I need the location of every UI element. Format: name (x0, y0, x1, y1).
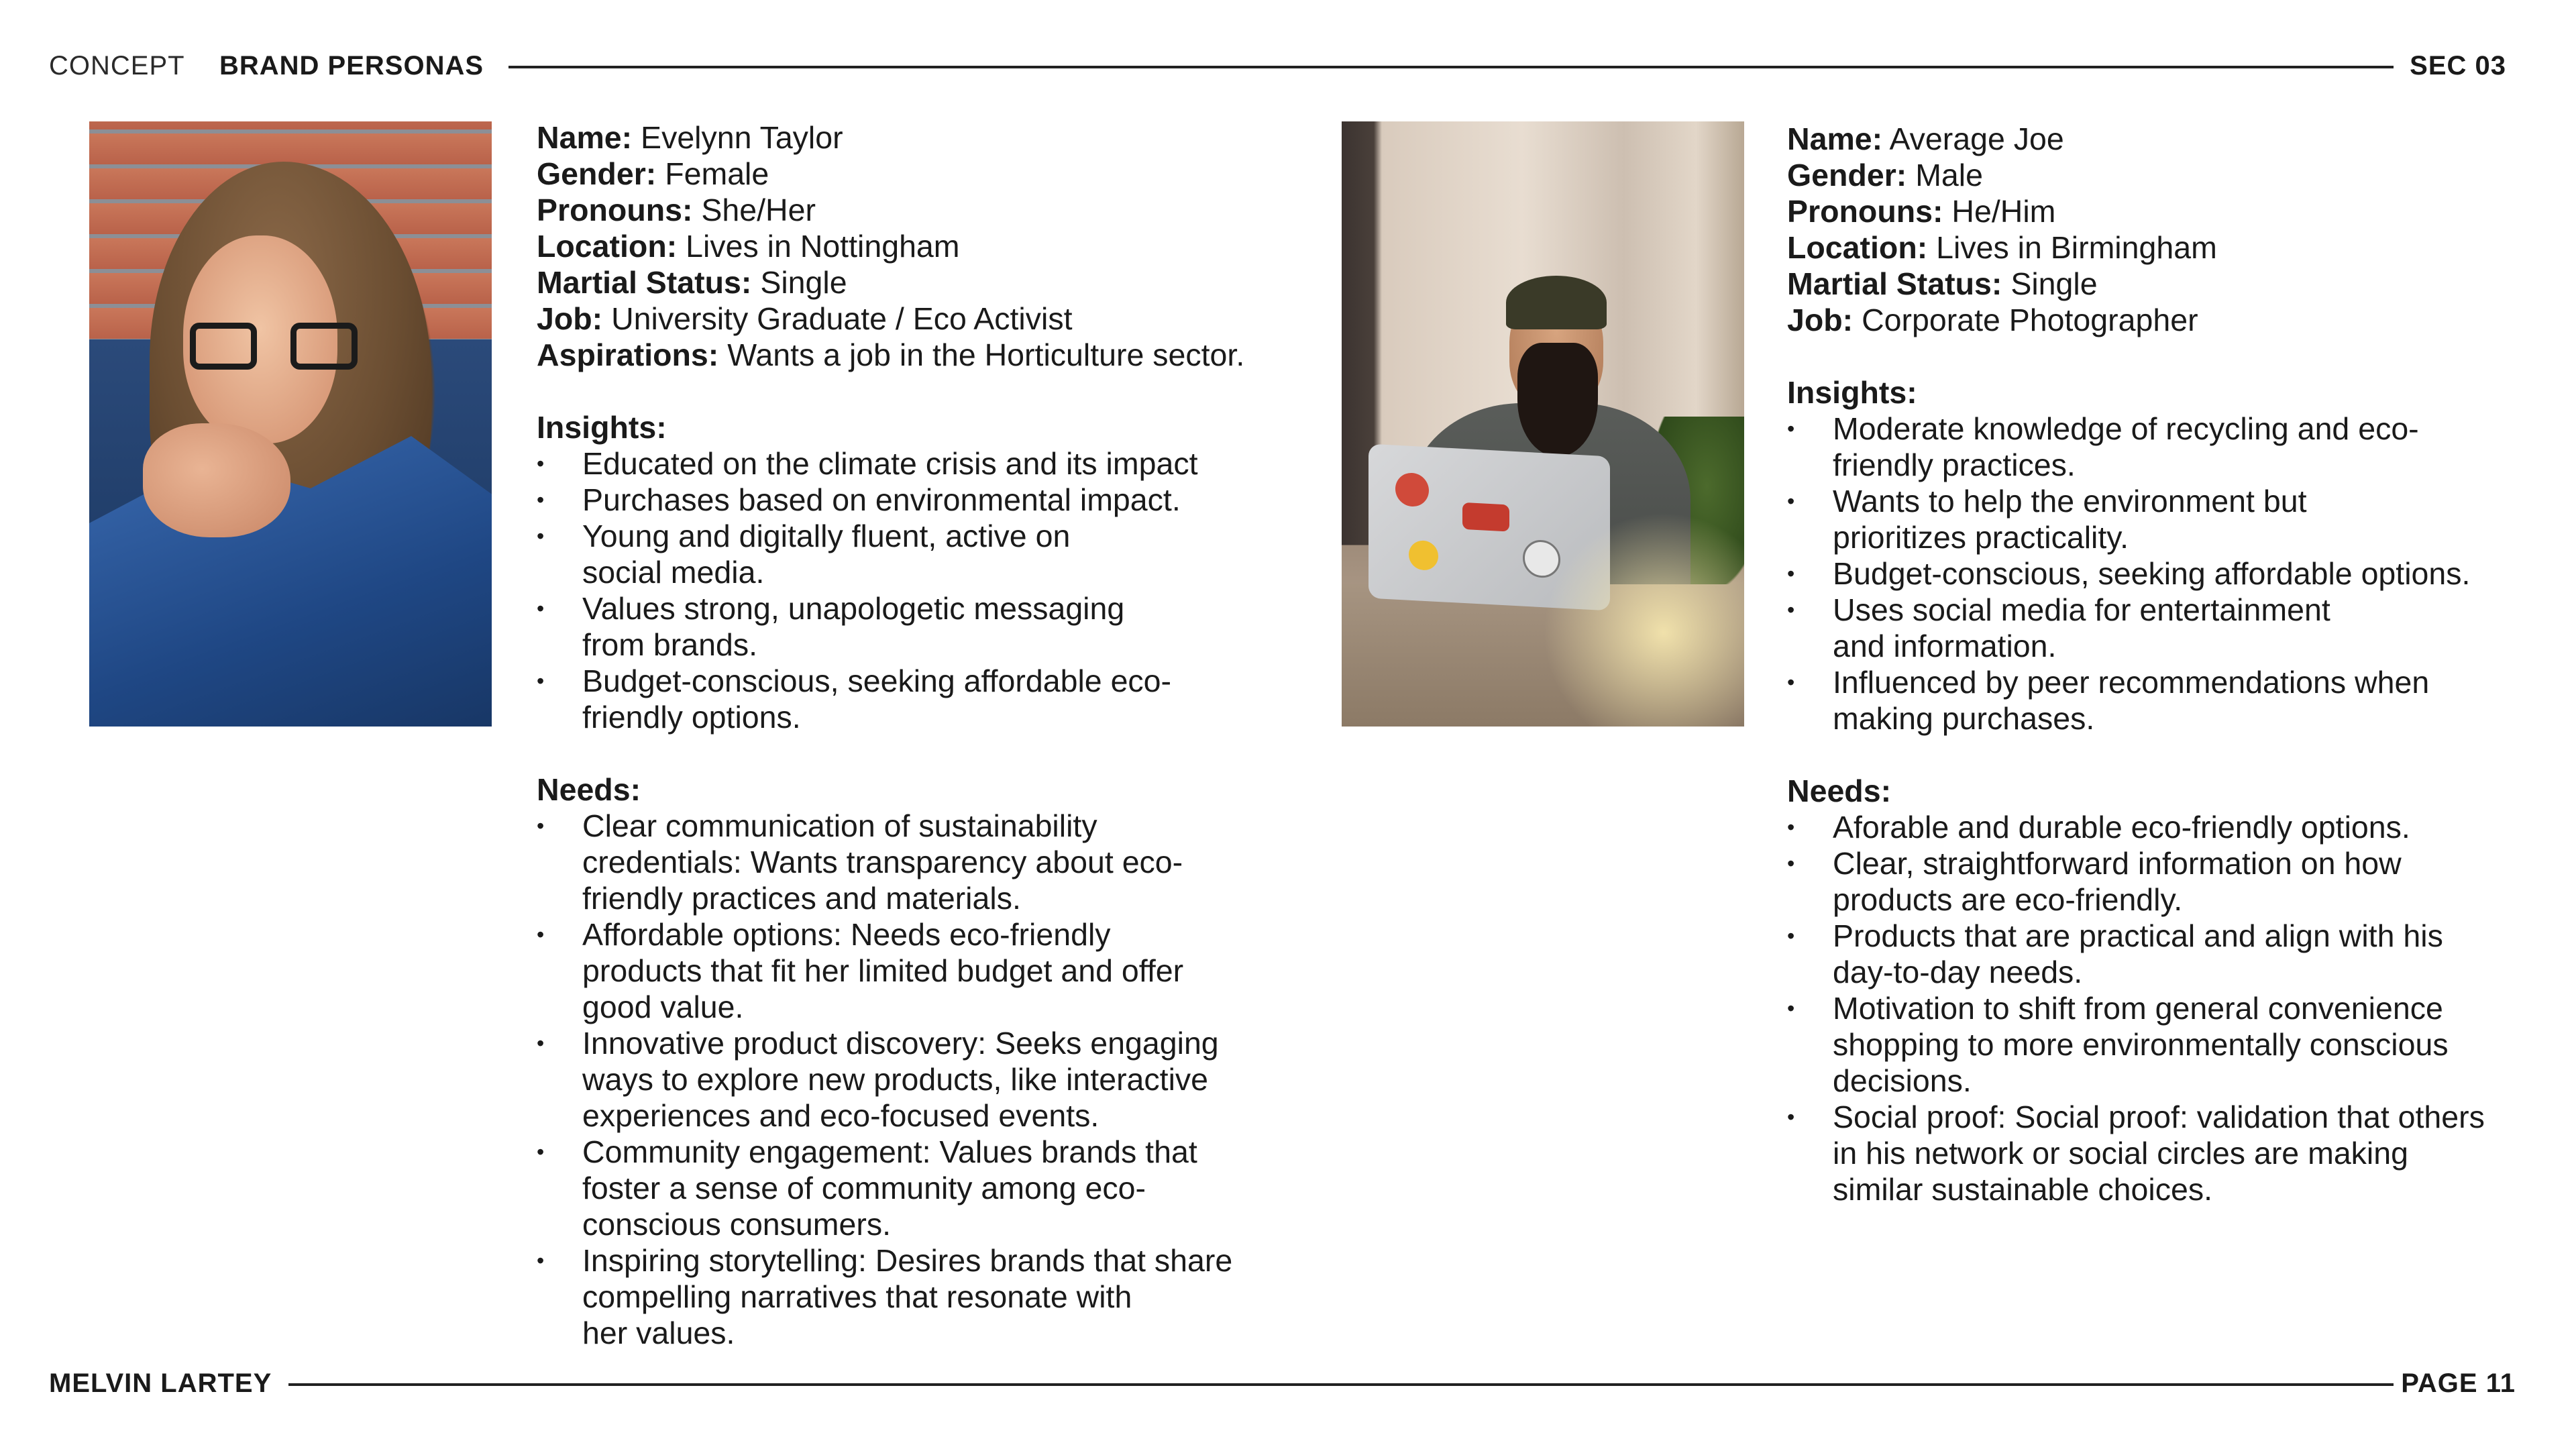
persona2-need-item-line: • Social proof: Social proof: validation that others (1833, 1099, 2485, 1134)
persona1-field: Gender: Female (537, 156, 769, 191)
persona1-need-item-line: • Community engagement: Values brands that (582, 1134, 1197, 1169)
persona1-fields (537, 119, 1315, 373)
persona2-fields (1787, 121, 2552, 338)
persona2-insight-item-line: • Moderate knowledge of recycling and eco- (1833, 411, 2419, 446)
persona1-insight-item (537, 482, 1315, 518)
page-header (0, 51, 2576, 91)
persona1-insight-item-line: • Values strong, unapologetic messaging (582, 591, 1125, 626)
persona2-insight-item-line: friendly practices. (1833, 447, 2076, 482)
persona1-need-item-line: ways to explore new products, like interactive (582, 1062, 1209, 1097)
persona1-need-item (537, 1025, 1315, 1134)
persona2-insights-title: Insights: (1787, 375, 1917, 410)
persona2-insight-item (1787, 592, 2552, 664)
persona1-insight-item (537, 590, 1315, 663)
persona2-insight-item (1787, 664, 2552, 737)
persona1-need-item-line: conscious consumers. (582, 1207, 892, 1242)
header-concept-label: CONCEPT (49, 51, 185, 80)
persona2-insight-item (1787, 555, 2552, 592)
persona1-insight-item-line: from brands. (582, 627, 758, 662)
persona1-need-item-line: credentials: Wants transparency about eco- (582, 845, 1183, 879)
header-section-number: SEC 03 (2410, 51, 2506, 80)
persona2-need-item-line: shopping to more environmentally conscious (1833, 1027, 2449, 1062)
persona2-need-item (1787, 809, 2552, 845)
persona1-photo (89, 121, 492, 727)
persona1-need-item (537, 808, 1315, 916)
persona1-need-item-line: good value. (582, 989, 744, 1024)
persona1-need-item-line: compelling narratives that resonate with (582, 1279, 1132, 1314)
persona1-need-item (537, 1134, 1315, 1242)
persona1-photo-hand (143, 423, 290, 537)
persona1-need-item-line: • Affordable options: Needs eco-friendly (582, 917, 1111, 952)
persona2-needs-list (1787, 809, 2552, 1208)
persona2-insight-item-line: • Uses social media for entertainment (1833, 592, 2330, 627)
persona1-field: Job: University Graduate / Eco Activist (537, 301, 1073, 336)
persona2-need-item-line: decisions. (1833, 1063, 1972, 1098)
persona2-need-item-line: • Aforable and durable eco-friendly options. (1833, 810, 2410, 845)
persona2-insight-item (1787, 483, 2552, 555)
persona2-need-item (1787, 918, 2552, 990)
persona1-field: Aspirations: Wants a job in the Horticulture sector. (537, 337, 1245, 372)
persona1-need-item-line: • Innovative product discovery: Seeks engaging (582, 1026, 1219, 1061)
persona1-insight-item (537, 663, 1315, 735)
persona1-need-item-line: • Clear communication of sustainability (582, 808, 1097, 843)
persona2-insight-item-line: making purchases. (1833, 701, 2095, 736)
persona2-insight-item-line: • Wants to help the environment but (1833, 484, 2307, 519)
persona2-need-item-line: similar sustainable choices. (1833, 1172, 2212, 1207)
persona2-field: Pronouns: He/Him (1787, 194, 2056, 229)
persona2-insight-item (1787, 411, 2552, 483)
persona1-need-item-line: • Inspiring storytelling: Desires brands that share (582, 1243, 1233, 1278)
persona1-insight-item-line: • Educated on the climate crisis and its impact (582, 446, 1198, 481)
persona1-insight-item (537, 445, 1315, 482)
persona1-insight-item-line: friendly options. (582, 700, 801, 735)
persona2-needs-title: Needs: (1787, 773, 1892, 808)
persona2-need-item (1787, 990, 2552, 1099)
persona1-insight-item-line: • Budget-conscious, seeking affordable eco- (582, 663, 1172, 698)
persona2-insight-item-line: prioritizes practicality. (1833, 520, 2129, 555)
header-divider (508, 66, 2394, 68)
persona1-need-item (537, 916, 1315, 1025)
persona1-insights-title: Insights: (537, 410, 667, 445)
persona1-details (537, 119, 1315, 1351)
persona1-needs-title: Needs: (537, 772, 641, 807)
persona2-field: Name: Average Joe (1787, 121, 2064, 156)
page-footer (0, 1368, 2576, 1409)
persona2-photo-beanie (1506, 276, 1607, 329)
persona1-photo-glasses (190, 323, 358, 370)
persona1-insight-item-line: • Young and digitally fluent, active on (582, 519, 1071, 553)
persona2-field: Job: Corporate Photographer (1787, 303, 2198, 337)
persona2-insights-list (1787, 411, 2552, 737)
persona2-need-item-line: • Products that are practical and align with his (1833, 918, 2443, 953)
persona1-needs-list (537, 808, 1315, 1351)
persona1-need-item (537, 1242, 1315, 1351)
persona1-need-item-line: friendly practices and materials. (582, 881, 1021, 916)
header-section-title: BRAND PERSONAS (219, 51, 484, 80)
persona2-field: Martial Status: Single (1787, 266, 2098, 301)
persona2-insight-item-line: • Budget-conscious, seeking affordable options. (1833, 556, 2471, 591)
persona2-insight-item-line: • Influenced by peer recommendations when (1833, 665, 2430, 700)
persona1-need-item-line: her values. (582, 1316, 735, 1350)
persona2-details (1787, 121, 2552, 1208)
persona2-photo (1342, 121, 1744, 727)
persona1-need-item-line: products that fit her limited budget and offer (582, 953, 1184, 988)
persona1-insights-list (537, 445, 1315, 735)
persona1-field: Name: Evelynn Taylor (537, 120, 843, 155)
persona1-field: Pronouns: She/Her (537, 193, 816, 227)
footer-author: MELVIN LARTEY (49, 1368, 272, 1398)
footer-page-number: PAGE 11 (2401, 1368, 2516, 1398)
persona1-field: Location: Lives in Nottingham (537, 229, 960, 264)
persona1-insight-item (537, 518, 1315, 590)
persona2-insight-item-line: and information. (1833, 629, 2057, 663)
persona2-need-item-line: products are eco-friendly. (1833, 882, 2183, 917)
persona1-insight-item-line: social media. (582, 555, 765, 590)
persona2-need-item-line: • Motivation to shift from general convenience (1833, 991, 2443, 1026)
persona2-field: Gender: Male (1787, 158, 1983, 193)
persona1-insight-item-line: • Purchases based on environmental impact. (582, 482, 1181, 517)
persona2-need-item-line: in his network or social circles are making (1833, 1136, 2408, 1171)
footer-divider (288, 1383, 2394, 1386)
persona2-need-item-line: • Clear, straightforward information on how (1833, 846, 2402, 881)
persona2-field: Location: Lives in Birmingham (1787, 230, 2217, 265)
persona1-need-item-line: foster a sense of community among eco- (582, 1171, 1146, 1205)
persona2-need-item (1787, 1099, 2552, 1208)
persona2-need-item (1787, 845, 2552, 918)
persona1-need-item-line: experiences and eco-focused events. (582, 1098, 1099, 1133)
persona1-field: Martial Status: Single (537, 265, 847, 300)
persona2-photo-beard (1517, 343, 1598, 457)
persona2-need-item-line: day-to-day needs. (1833, 955, 2083, 989)
